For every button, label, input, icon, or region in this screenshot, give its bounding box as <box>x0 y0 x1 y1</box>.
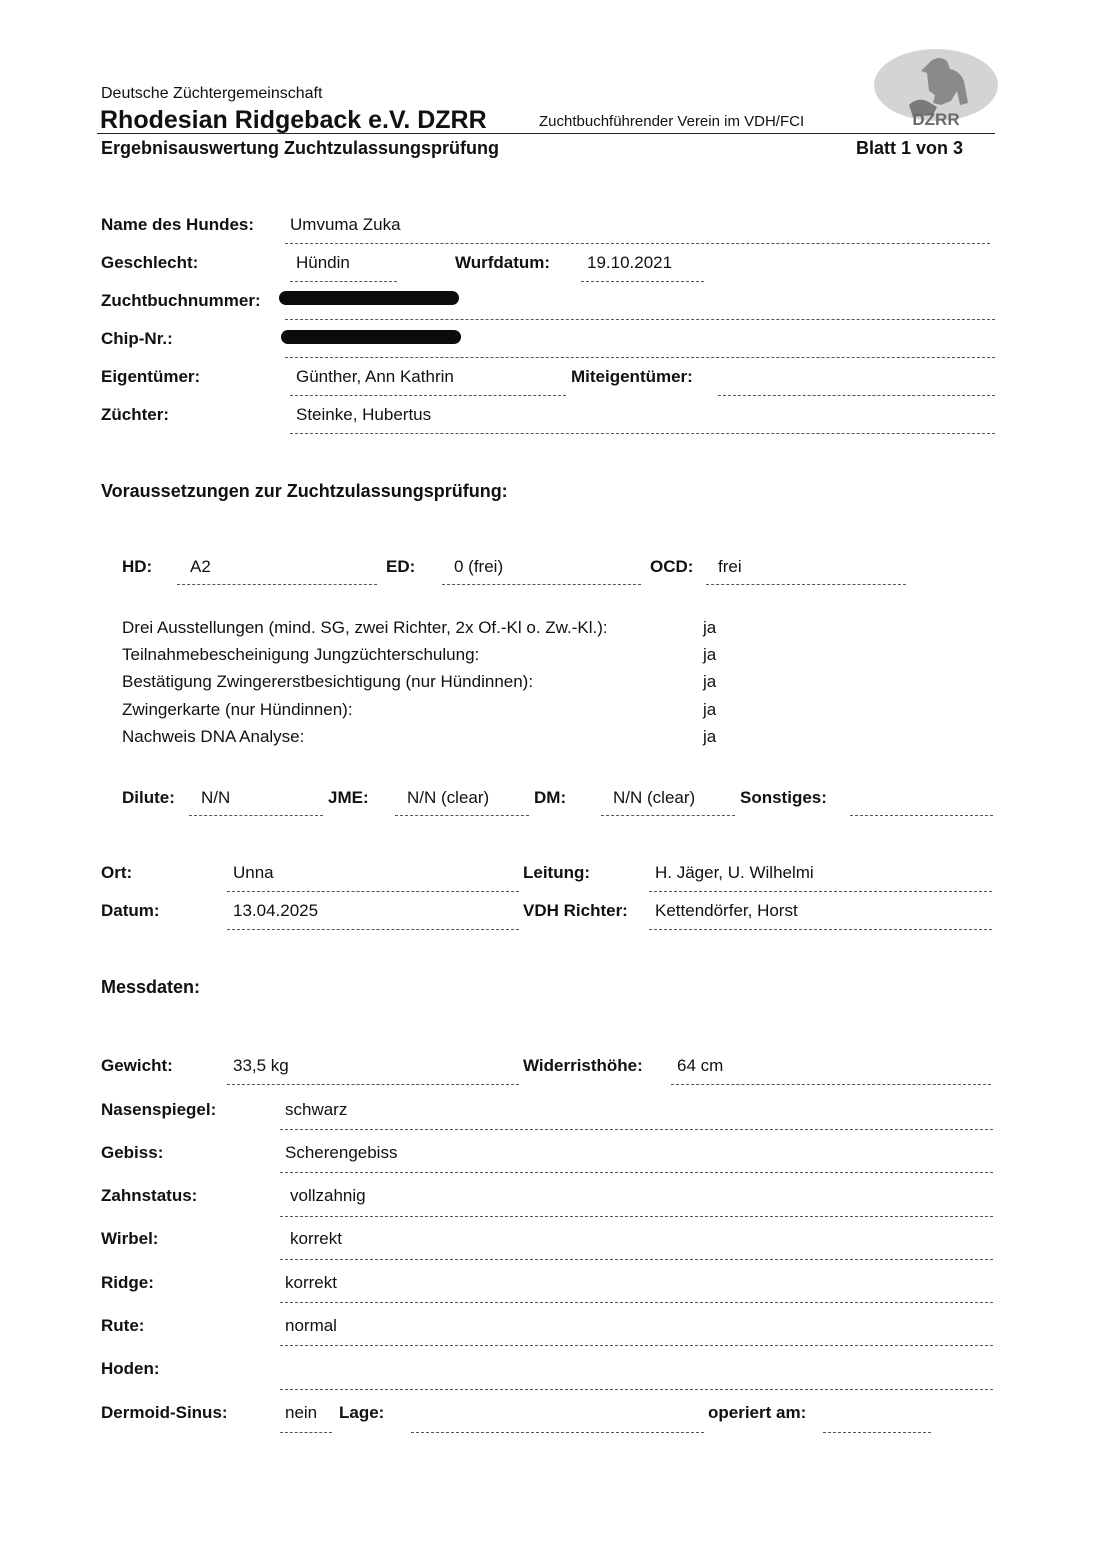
hd-value: A2 <box>190 557 211 576</box>
ocd-label: OCD: <box>650 557 694 576</box>
ridge-value: korrekt <box>285 1273 337 1292</box>
lead-value: H. Jäger, U. Wilhelmi <box>655 863 814 882</box>
dilute-line <box>189 815 323 816</box>
document-title: Ergebnisauswertung Zuchtzulassungsprüfung <box>101 138 500 158</box>
sex-label: Geschlecht: <box>101 253 199 272</box>
breeder-value: Steinke, Hubertus <box>296 405 432 424</box>
date-line <box>227 929 519 930</box>
prerequisites-heading: Voraussetzungen zur Zuchtzulassungsprüfung: <box>101 481 508 501</box>
check-label: Drei Ausstellungen (mind. SG, zwei Richter, 2x Of.-Kl o. Zw.-Kl.): <box>122 618 608 637</box>
operated-line <box>823 1432 931 1433</box>
check-value: ja <box>703 672 717 691</box>
spine-value: korrekt <box>290 1229 342 1248</box>
bite-value: Scherengebiss <box>285 1143 398 1162</box>
sex-line <box>290 281 397 282</box>
org-name: Rhodesian Ridgeback e.V. DZRR <box>100 106 487 134</box>
ridge-label: Ridge: <box>101 1273 154 1292</box>
jme-line <box>395 815 529 816</box>
tail-line <box>280 1345 993 1346</box>
nose-value: schwarz <box>285 1100 348 1119</box>
other-line <box>850 815 993 816</box>
check-label: Zwingerkarte (nur Hündinnen): <box>122 700 353 719</box>
header-rule <box>97 133 995 134</box>
teeth-value: vollzahnig <box>290 1186 366 1205</box>
spine-label: Wirbel: <box>101 1229 159 1248</box>
ed-label: ED: <box>386 557 416 576</box>
position-line <box>411 1432 704 1433</box>
ocd-line <box>706 584 906 585</box>
lead-label: Leitung: <box>523 863 591 882</box>
teeth-line <box>280 1216 993 1217</box>
dilute-value: N/N <box>201 788 231 807</box>
check-value: ja <box>703 700 717 719</box>
date-value: 13.04.2025 <box>233 901 319 920</box>
chip-number-redaction <box>281 330 461 344</box>
owner-label: Eigentümer: <box>101 367 201 386</box>
measurements-heading: Messdaten: <box>101 977 201 997</box>
tail-label: Rute: <box>101 1316 145 1335</box>
weight-line <box>227 1084 519 1085</box>
sex-value: Hündin <box>296 253 350 272</box>
bite-label: Gebiss: <box>101 1143 164 1162</box>
ed-line <box>442 584 641 585</box>
org-line: Deutsche Züchtergemeinschaft <box>101 85 323 102</box>
check-label: Bestätigung Zwingererstbesichtigung (nur Hündinnen): <box>122 672 534 691</box>
position-label: Lage: <box>339 1403 385 1422</box>
operated-label: operiert am: <box>708 1403 807 1422</box>
owner-line <box>290 395 566 396</box>
height-label: Widerristhöhe: <box>523 1056 643 1075</box>
studbook-number-line <box>285 319 995 320</box>
dm-label: DM: <box>534 788 567 807</box>
birth-date-line <box>581 281 704 282</box>
judge-value: Kettendörfer, Horst <box>655 901 798 920</box>
check-value: ja <box>703 727 717 746</box>
birth-date-label: Wurfdatum: <box>455 253 551 272</box>
check-value: ja <box>703 645 717 664</box>
place-label: Ort: <box>101 863 133 882</box>
date-label: Datum: <box>101 901 160 920</box>
owner-value: Günther, Ann Kathrin <box>296 367 454 386</box>
birth-date-value: 19.10.2021 <box>587 253 673 272</box>
lead-line <box>649 891 992 892</box>
check-label: Teilnahmebescheinigung Jungzüchterschulung: <box>122 645 480 664</box>
jme-label: JME: <box>328 788 369 807</box>
hd-label: HD: <box>122 557 153 576</box>
dermoid-label: Dermoid-Sinus: <box>101 1403 228 1422</box>
bite-line <box>280 1172 993 1173</box>
dilute-label: Dilute: <box>122 788 175 807</box>
dog-name-line <box>285 243 990 244</box>
weight-value: 33,5 kg <box>233 1056 289 1075</box>
tail-value: normal <box>285 1316 337 1335</box>
judge-line <box>649 929 992 930</box>
page-indicator: Blatt 1 von 3 <box>856 138 964 158</box>
dm-line <box>601 815 735 816</box>
coowner-label: Miteigentümer: <box>571 367 693 386</box>
studbook-number-label: Zuchtbuchnummer: <box>101 291 261 310</box>
dog-name-label: Name des Hundes: <box>101 215 255 234</box>
dermoid-line <box>280 1432 332 1433</box>
check-value: ja <box>703 618 717 637</box>
testicles-label: Hoden: <box>101 1359 160 1378</box>
breeder-label: Züchter: <box>101 405 169 424</box>
place-line <box>227 891 519 892</box>
studbook-number-redaction <box>279 291 459 305</box>
place-value: Unna <box>233 863 274 882</box>
ocd-value: frei <box>718 557 742 576</box>
coowner-line <box>718 395 995 396</box>
org-subtitle: Zuchtbuchführender Verein im VDH/FCI <box>539 113 805 130</box>
weight-label: Gewicht: <box>101 1056 173 1075</box>
nose-label: Nasenspiegel: <box>101 1100 217 1119</box>
height-value: 64 cm <box>677 1056 724 1075</box>
other-label: Sonstiges: <box>740 788 827 807</box>
nose-line <box>280 1129 993 1130</box>
jme-value: N/N (clear) <box>407 788 490 807</box>
check-label: Nachweis DNA Analyse: <box>122 727 305 746</box>
height-line <box>671 1084 991 1085</box>
dog-name-value: Umvuma Zuka <box>290 215 401 234</box>
ridge-line <box>280 1302 993 1303</box>
dzrr-logo <box>873 47 999 129</box>
spine-line <box>280 1259 993 1260</box>
dermoid-value: nein <box>285 1403 318 1422</box>
testicles-line <box>280 1389 993 1390</box>
dm-value: N/N (clear) <box>613 788 696 807</box>
teeth-label: Zahnstatus: <box>101 1186 198 1205</box>
hd-line <box>177 584 377 585</box>
breeder-line <box>290 433 995 434</box>
chip-number-line <box>285 357 995 358</box>
chip-number-label: Chip-Nr.: <box>101 329 173 348</box>
svg-text:DZRR: DZRR <box>912 110 960 129</box>
judge-label: VDH Richter: <box>523 901 628 920</box>
ed-value: 0 (frei) <box>454 557 504 576</box>
